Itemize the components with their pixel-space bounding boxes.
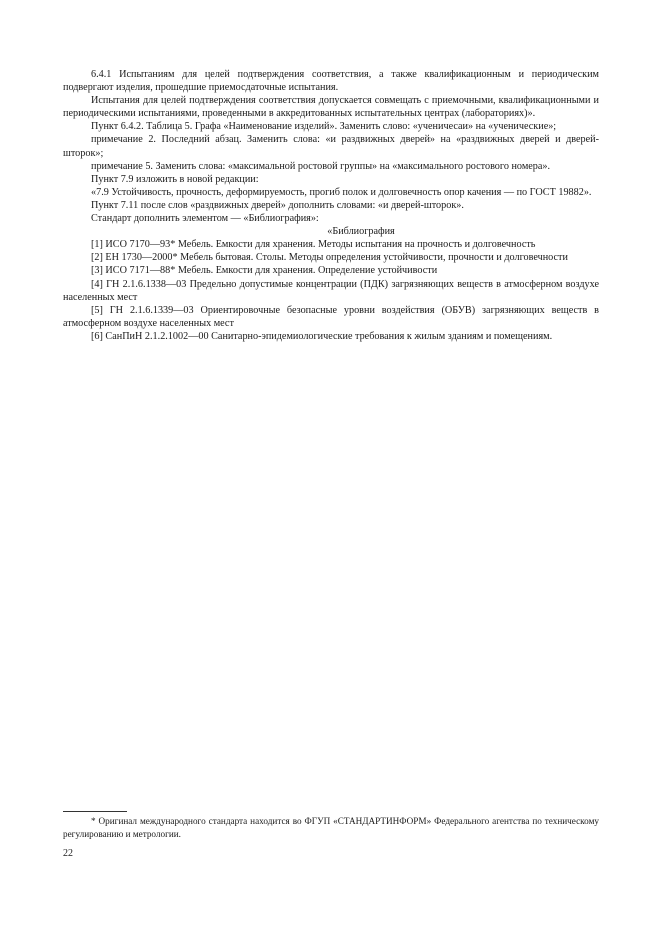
paragraph-7-9-intro: Пункт 7.9 изложить в новой редакции: (91, 173, 259, 185)
page-number: 22 (63, 848, 73, 859)
paragraph-note-5: примечание 5. Заменить слова: «максимальной ростовой группы» на «максимального ростового номера». (91, 160, 551, 172)
footnote: * Оригинал международного стандарта находится во ФГУП «СТАНДАРТИНФОРМ» Федерального агентства по техническому регулированию и метрологии. (63, 816, 599, 839)
paragraph-tests-combination: Испытания для целей подтверждения соответствия допускается совмещать с приемочными, квалификационными и периодическими испытаниями, проведенными в аккредитованных испытательных центрах (лабораториях)». (63, 95, 599, 120)
paragraph-7-11: Пункт 7.11 после слов «раздвижных дверей» дополнить словами: «и дверей-шторок». (91, 199, 464, 211)
paragraph-7-9-text: «7.9 Устойчивость, прочность, деформируемость, прогиб полок и долговечность опор качения — по ГОСТ 19882». (91, 186, 592, 198)
bibliography-item-3: [3] ИСО 7171—88* Мебель. Емкости для хранения. Определение устойчивости (91, 265, 438, 277)
paragraph-note-2: примечание 2. Последний абзац. Заменить слова: «и раздвижных дверей» на «раздвижных дверей и дверей-шторок»; (63, 134, 599, 159)
paragraph-bibliography-intro: Стандарт дополнить элементом — «Библиография»: (91, 213, 319, 225)
paragraph-6-4-1: 6.4.1 Испытаниям для целей подтверждения соответствия, а также квалификационным и периодическим подвергают изделия, прошедшие приемосдаточные испытания. (63, 69, 599, 94)
page-body (63, 68, 599, 343)
bibliography-item-4: [4] ГН 2.1.6.1338—03 Предельно допустимые концентрации (ПДК) загрязняющих веществ в атмосферном воздухе населенных мест (63, 278, 599, 303)
bibliography-heading: «Библиография (327, 226, 395, 238)
bibliography-item-6: [6] СанПиН 2.1.2.1002—00 Санитарно-эпидемиологические требования к жилым зданиям и помещениям. (91, 330, 553, 342)
paragraph-6-4-2-table-5: Пункт 6.4.2. Таблица 5. Графа «Наименование изделий». Заменить слово: «ученичесаи» на «ученические»; (91, 121, 557, 133)
bibliography-item-2: [2] ЕН 1730—2000* Мебель бытовая. Столы. Методы определения устойчивости, прочности и долговечности (91, 252, 568, 264)
bibliography-item-5: [5] ГН 2.1.6.1339—03 Ориентировочные безопасные уровни воздействия (ОБУВ) загрязняющих веществ в атмосферном воздухе населенных мест (63, 304, 599, 329)
footnote-separator (63, 811, 127, 812)
bibliography-item-1: [1] ИСО 7170—93* Мебель. Емкости для хранения. Методы испытания на прочность и долговечность (91, 239, 536, 251)
